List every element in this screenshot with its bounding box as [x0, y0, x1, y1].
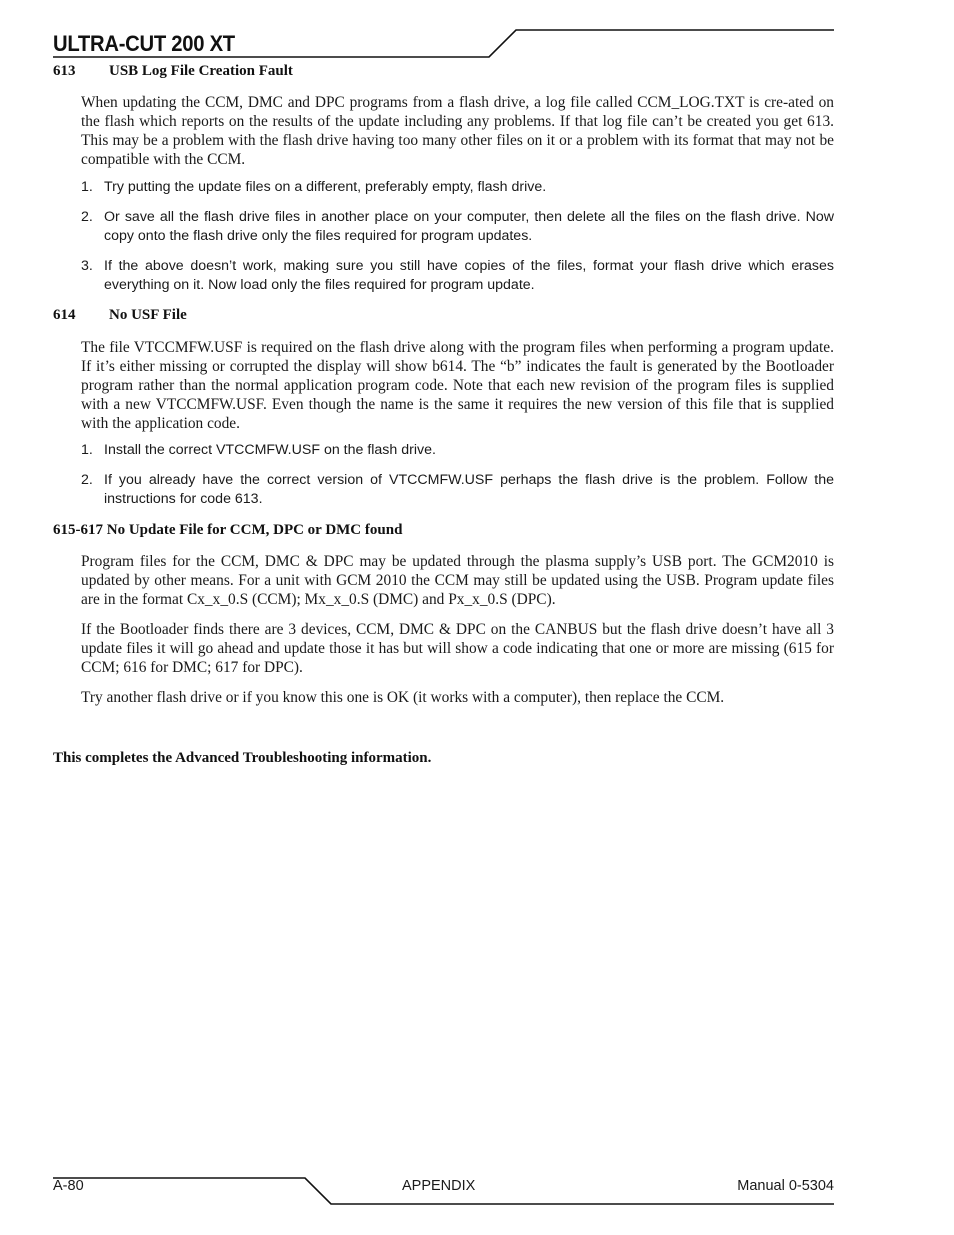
step-text: If the above doesn’t work, making sure you still have copies of the files, format your flash drive which erases everything on it. Now load only the files required for program update.: [104, 258, 834, 293]
section-613-paragraph: When updating the CCM, DMC and DPC programs from a flash drive, a log file called CCM_LOG.TXT is cre-ated on the flash which reports on the results of the update including any problems. If that log file can’t be created you get 613. This may be a problem with the flash drive having too many other files on it or a problem with its format that may not be compatible with the CCM.: [81, 94, 834, 168]
section-614-paragraph: The file VTCCMFW.USF is required on the flash drive along with the program files when performing a program update. If it’s either missing or corrupted the display will show b614. The “b” indicates the fault is generated by the Bootloader program rather than the normal application program code. Note that each new revision of the program files is supplied with a new VTCCMFW.USF. Even though the name is the same it requires the new version of this file that is supplied with the application code.: [81, 339, 834, 432]
step-number: 1.: [81, 442, 93, 458]
step-number: 3.: [81, 258, 93, 274]
closing-statement: This completes the Advanced Troubleshooting information.: [53, 750, 432, 766]
header-rule: [53, 30, 834, 57]
section-615-617-paragraph-3: Try another flash drive or if you know this one is OK (it works with a computer), then replace the CCM.: [81, 689, 725, 706]
step-text: Install the correct VTCCMFW.USF on the flash drive.: [104, 442, 436, 458]
section-title: USB Log File Creation Fault: [109, 63, 293, 79]
section-number: 614: [53, 307, 76, 323]
step-text: If you already have the correct version of VTCCMFW.USF perhaps the flash drive is the problem. Follow the instructions for code 613.: [104, 472, 834, 507]
footer-page-number: A-80: [53, 1178, 84, 1194]
step-number: 2.: [81, 209, 93, 225]
step-text: Or save all the flash drive files in another place on your computer, then delete all the files on the flash drive. Now copy onto the flash drive only the files required for program updates.: [104, 209, 834, 244]
document-title: ULTRA-CUT 200 XT: [53, 31, 235, 56]
section-number: 613: [53, 63, 76, 79]
section-615-617-paragraph-2: If the Bootloader finds there are 3 devices, CCM, DMC & DPC on the CANBUS but the flash drive doesn’t have all 3 update files it will go ahead and update those it has but will show a code indicating that one or more are missing (615 for CCM; 616 for DMC; 617 for DPC).: [81, 621, 834, 676]
footer-section-label: APPENDIX: [402, 1178, 476, 1194]
step-613-1: [81, 178, 834, 197]
step-614-1: [81, 441, 834, 460]
footer-manual-number: Manual 0-5304: [737, 1178, 834, 1194]
section-title: No USF File: [109, 307, 187, 323]
section-615-617-heading: 615-617 No Update File for CCM, DPC or DMC found: [53, 522, 403, 538]
step-614-2: [81, 471, 834, 509]
step-613-3: [81, 257, 834, 295]
section-614-heading: [53, 307, 187, 324]
step-number: 2.: [81, 472, 93, 488]
section-613-heading: [53, 63, 293, 80]
step-613-2: [81, 208, 834, 246]
step-number: 1.: [81, 179, 93, 195]
section-615-617-paragraph-1: Program files for the CCM, DMC & DPC may be updated through the plasma supply’s USB port. The GCM2010 is updated by other means. For a unit with GCM 2010 the CCM may still be updated using the USB. Program update files are in the format Cx_x_0.S (CCM); Mx_x_0.S (DMC) and Px_x_0.S (DPC).: [81, 553, 834, 608]
step-text: Try putting the update files on a different, preferably empty, flash drive.: [104, 179, 547, 195]
